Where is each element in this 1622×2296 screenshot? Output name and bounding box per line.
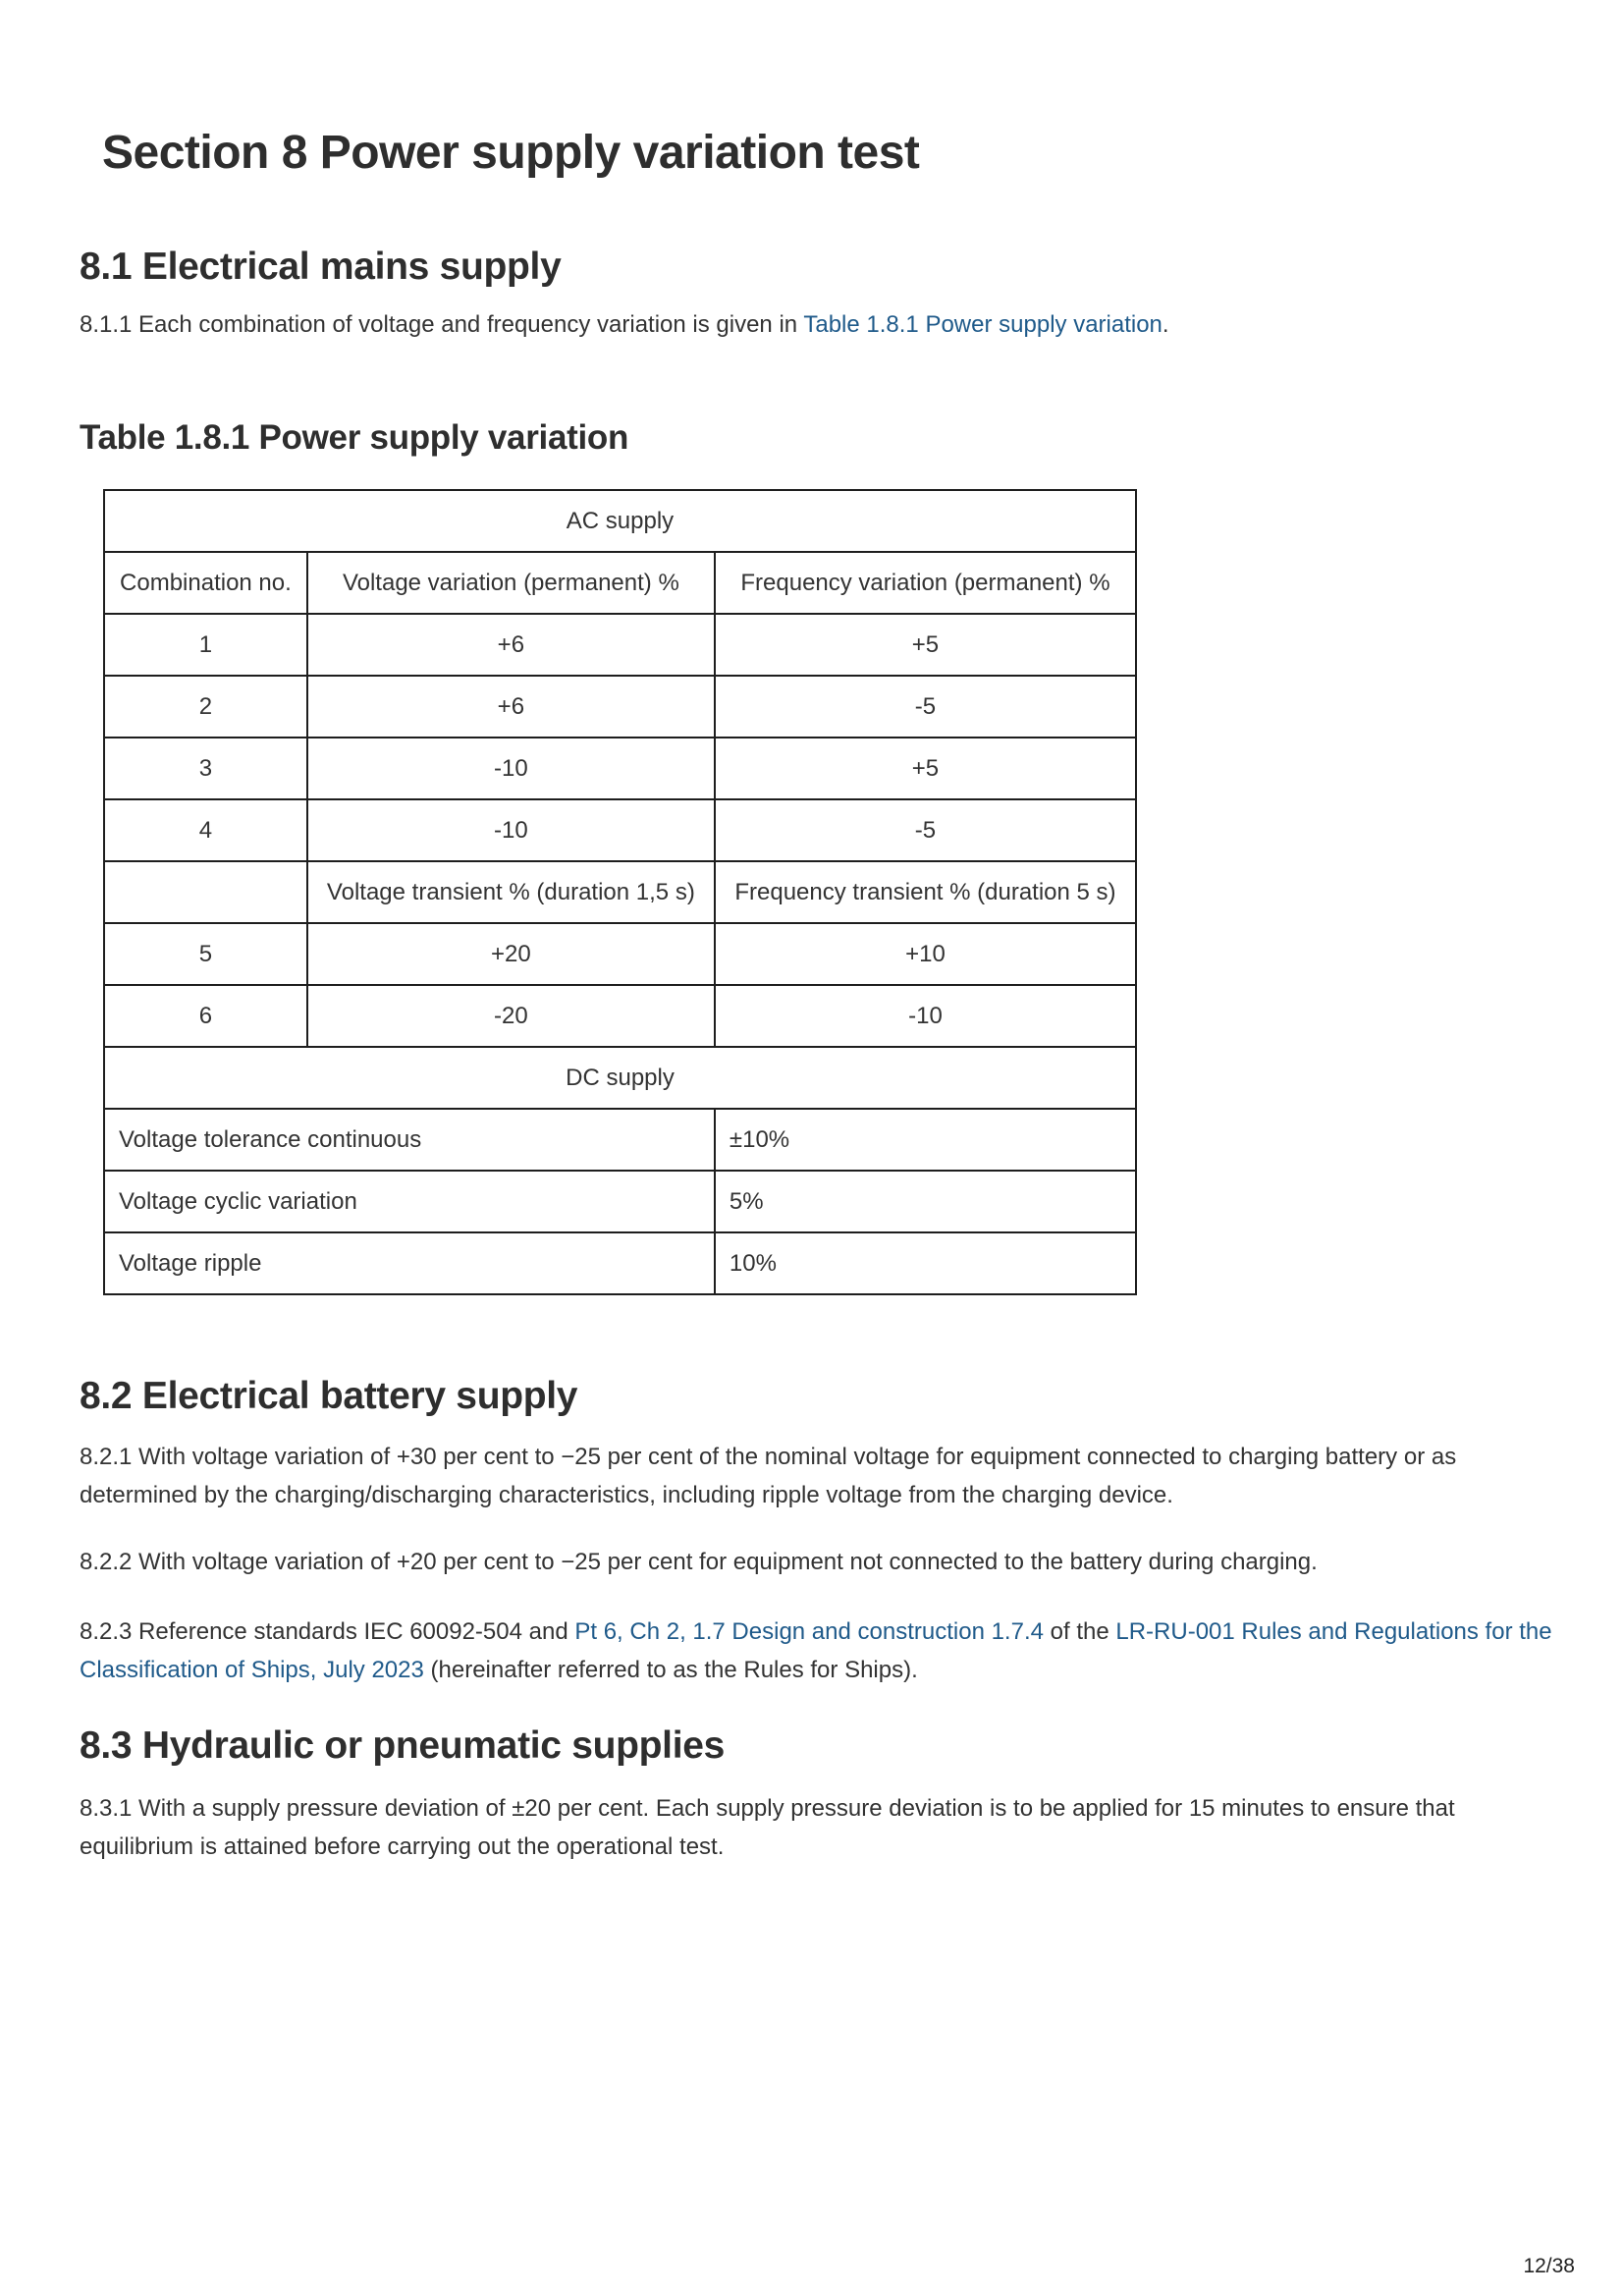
table-cell: 2: [104, 676, 307, 738]
lr-ru-001-link[interactable]: LR-RU-001 Rules and Regulations for the Classification of Ships, July 2023: [80, 1618, 1552, 1683]
table-row: [104, 923, 1136, 985]
table-row: [104, 799, 1136, 861]
table-row: [104, 1109, 1136, 1171]
table-cell: Voltage cyclic variation: [104, 1171, 715, 1232]
dc-supply-header: DC supply: [104, 1047, 1136, 1109]
section-8-2-1-paragraph: 8.2.1 With voltage variation of +30 per cent to −25 per cent of the nominal voltage for equipment connected to charging battery or as determined by the charging/discharging characteristics, including ripple voltage from the charging device.: [80, 1444, 1457, 1508]
section-8-3-1-paragraph: 8.3.1 With a supply pressure deviation of ±20 per cent. Each supply pressure deviation is to be applied for 15 minutes to ensure that equilibrium is attained before carrying out the operational test.: [80, 1795, 1455, 1860]
paragraph-text: 8.1.1 Each combination of voltage and frequency variation is given in: [80, 311, 804, 338]
column-header: Frequency transient % (duration 5 s): [715, 861, 1136, 923]
table-cell: ±10%: [715, 1109, 1136, 1171]
table-cell: +6: [307, 614, 715, 676]
paragraph-text: (hereinafter referred to as the Rules for Ships).: [423, 1657, 918, 1683]
table-row: [104, 738, 1136, 799]
paragraph-text: .: [1162, 311, 1169, 338]
table-header-row: [104, 552, 1136, 614]
column-header: Voltage transient % (duration 1,5 s): [307, 861, 715, 923]
table-cell: +10: [715, 923, 1136, 985]
section-8-2-heading: 8.2 Electrical battery supply: [80, 1375, 578, 1417]
paragraph-text: of the: [1043, 1618, 1116, 1645]
rules-reference-link[interactable]: Pt 6, Ch 2, 1.7 Design and construction 1.7.4: [574, 1618, 1044, 1645]
table-cell: 4: [104, 799, 307, 861]
table-row: [104, 985, 1136, 1047]
table-cell: 3: [104, 738, 307, 799]
table-cell: 10%: [715, 1232, 1136, 1294]
table-cell: +20: [307, 923, 715, 985]
section-8-1-1-paragraph: [80, 305, 1572, 344]
transient-header-row: [104, 861, 1136, 923]
table-cell: +5: [715, 738, 1136, 799]
section-8-2-2-paragraph: 8.2.2 With voltage variation of +20 per cent to −25 per cent for equipment not connected to the battery during charging.: [80, 1549, 1318, 1575]
table-cell: 5: [104, 923, 307, 985]
table-1-8-1-link[interactable]: Table 1.8.1 Power supply variation: [803, 311, 1162, 338]
table-row: [104, 614, 1136, 676]
table-cell: +6: [307, 676, 715, 738]
page-number: 12/38: [1523, 2255, 1575, 2277]
page-title: Section 8 Power supply variation test: [102, 127, 920, 179]
table-row: [104, 1232, 1136, 1294]
table-cell: 6: [104, 985, 307, 1047]
table-row: [104, 676, 1136, 738]
table-cell: 5%: [715, 1171, 1136, 1232]
table-cell: -10: [307, 738, 715, 799]
table-cell: -20: [307, 985, 715, 1047]
paragraph-text: 8.2.3 Reference standards IEC 60092-504 and: [80, 1618, 575, 1645]
table-caption: Table 1.8.1 Power supply variation: [80, 418, 629, 457]
table-cell: +5: [715, 614, 1136, 676]
column-header: Combination no.: [104, 552, 307, 614]
section-8-1-heading: 8.1 Electrical mains supply: [80, 246, 562, 288]
column-header: Frequency variation (permanent) %: [715, 552, 1136, 614]
table-row: [104, 1171, 1136, 1232]
table-row: [104, 490, 1136, 552]
table-cell: Voltage ripple: [104, 1232, 715, 1294]
power-supply-variation-table: [103, 489, 1137, 1295]
table-cell: Voltage tolerance continuous: [104, 1109, 715, 1171]
table-cell: 1: [104, 614, 307, 676]
table-cell: -10: [715, 985, 1136, 1047]
empty-cell: [104, 861, 307, 923]
ac-supply-header: AC supply: [104, 490, 1136, 552]
table-cell: -10: [307, 799, 715, 861]
table-cell: -5: [715, 799, 1136, 861]
table-cell: -5: [715, 676, 1136, 738]
table-row: [104, 1047, 1136, 1109]
column-header: Voltage variation (permanent) %: [307, 552, 715, 614]
section-8-2-3-paragraph: [80, 1613, 1572, 1689]
section-8-3-heading: 8.3 Hydraulic or pneumatic supplies: [80, 1724, 726, 1767]
